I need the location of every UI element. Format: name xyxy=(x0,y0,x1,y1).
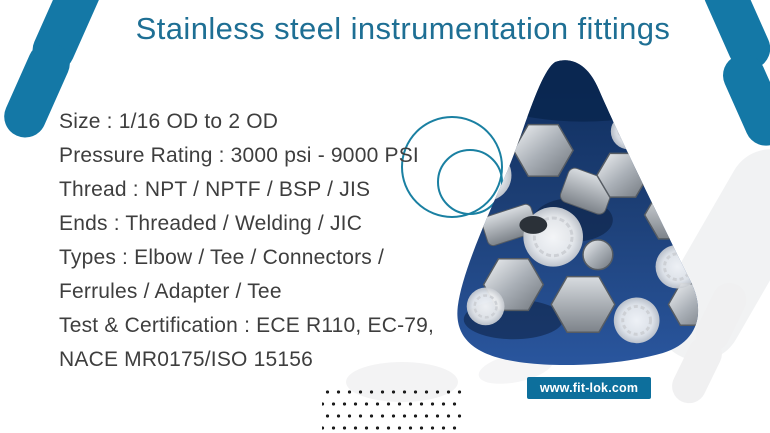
website-link-button[interactable]: www.fit-lok.com xyxy=(527,377,651,399)
spec-line-types-cont: Ferrules / Adapter / Tee xyxy=(59,280,282,303)
spec-line-size: Size : 1/16 OD to 2 OD xyxy=(59,110,279,133)
bolt-segment xyxy=(0,36,77,144)
bolt-segment xyxy=(716,48,770,153)
spec-line-certification: Test & Certification : ECE R110, EC-79, xyxy=(59,314,435,337)
spec-line-pressure: Pressure Rating : 3000 psi - 9000 PSI xyxy=(59,144,419,167)
spec-list xyxy=(59,105,434,377)
spec-line-thread: Thread : NPT / NPTF / BSP / JIS xyxy=(59,178,371,201)
spec-line-types: Types : Elbow / Tee / Connectors / xyxy=(59,246,385,269)
spec-line-ends: Ends : Threaded / Welding / JIC xyxy=(59,212,363,235)
spec-line-certification-cont: NACE MR0175/ISO 15156 xyxy=(59,348,313,371)
page-title: Stainless steel instrumentation fittings xyxy=(135,11,671,46)
dots-decoration xyxy=(322,390,462,433)
